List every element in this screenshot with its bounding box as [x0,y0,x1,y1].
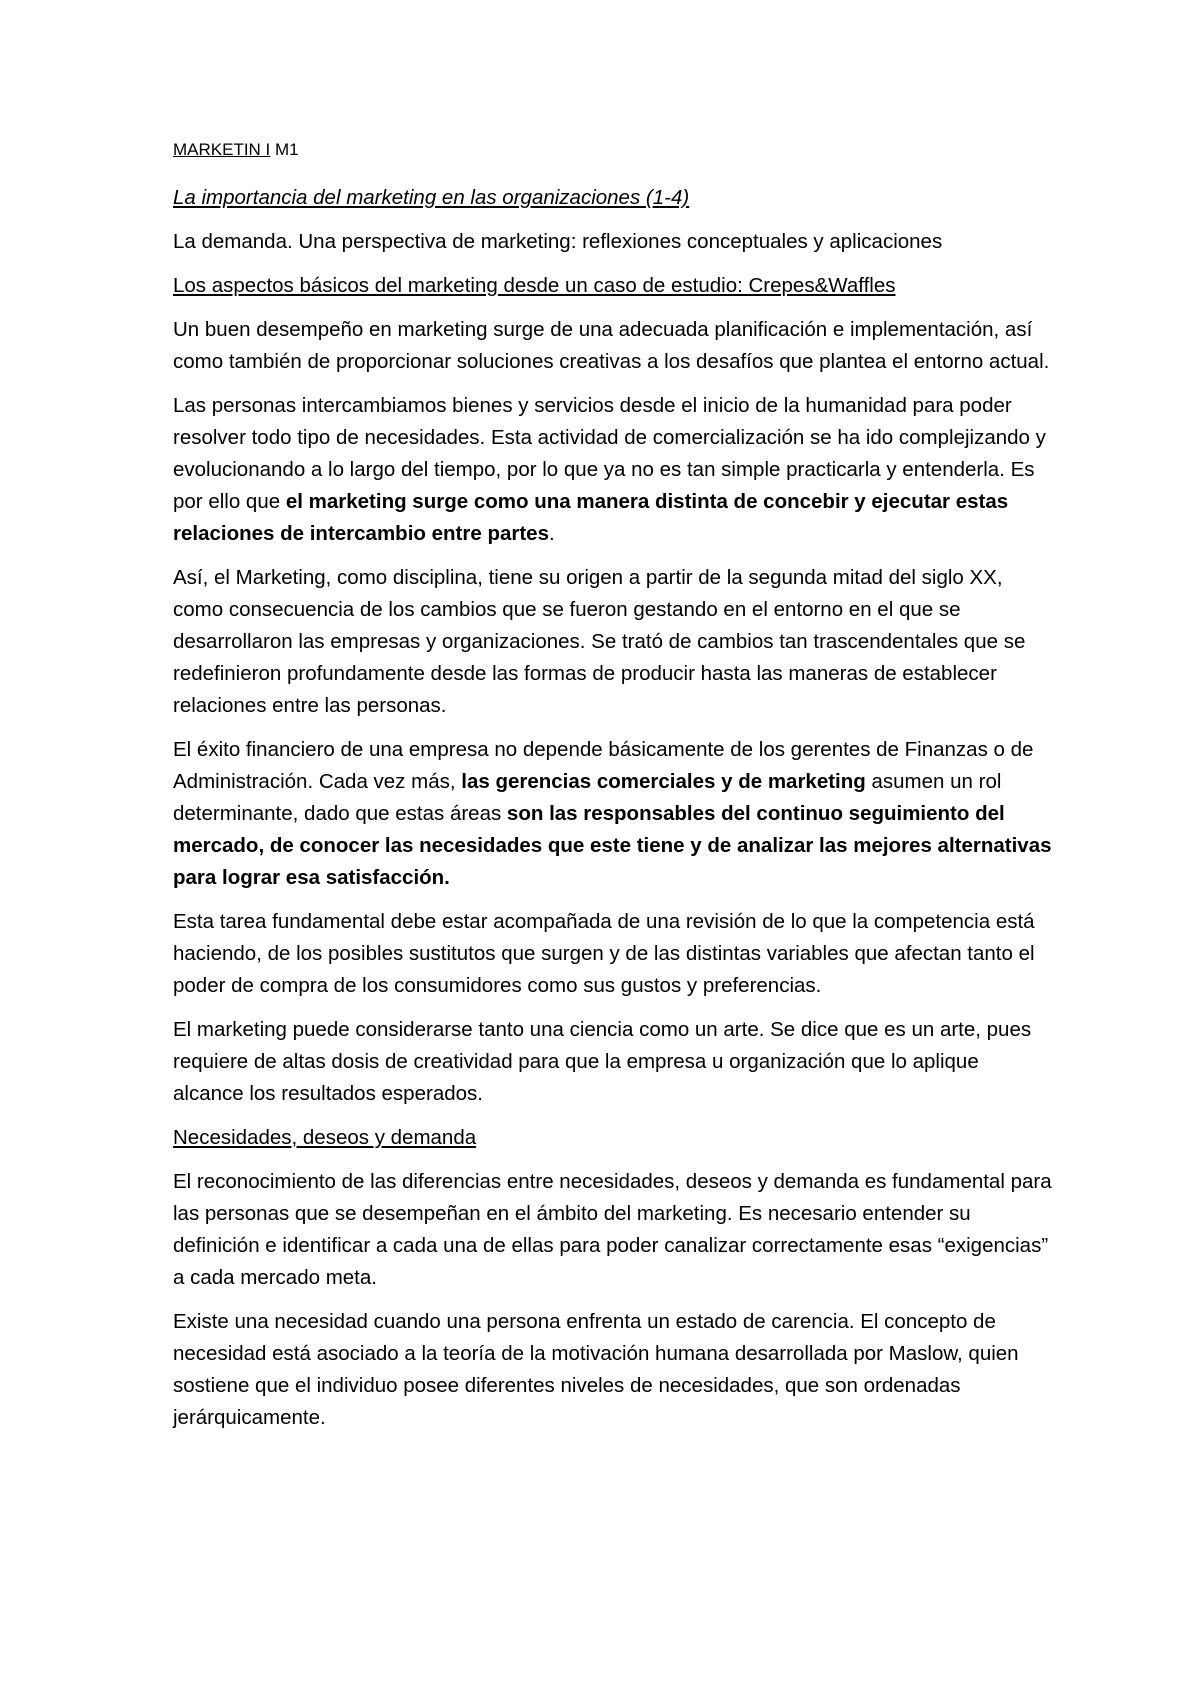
document-page [173,138,1053,1446]
document-code [173,138,1053,162]
document-code-rest: M1 [270,140,299,159]
paragraph-2-bold: el marketing surge como una manera distinta de concebir y ejecutar estas relaciones de intercambio entre partes [173,490,1009,545]
paragraph-4-bold-1: las gerencias comerciales y de marketing [461,770,866,793]
paragraph-6: El marketing puede considerarse tanto una ciencia como un arte. Se dice que es un arte, pues requiere de altas dosis de creatividad para que la empresa u organización que lo aplique alcance los resultados esperados. [173,1018,1032,1105]
section-heading-necesidades: Necesidades, deseos y demanda [173,1126,477,1149]
module-title: La importancia del marketing en las organizaciones (1-4) [173,186,690,209]
section-heading-crepes: Los aspectos básicos del marketing desde un caso de estudio: Crepes&Waffles [173,274,896,297]
paragraph-2-end: . [548,522,555,545]
paragraph-2 [173,390,1053,550]
paragraph-4 [173,734,1053,894]
document-code-underlined: MARKETIN I [173,140,271,159]
paragraph-7: El reconocimiento de las diferencias entre necesidades, deseos y demanda es fundamental para las personas que se desempeñan en el ámbito del marketing. Es necesario entender su definición e identificar a cada una de ellas para poder canalizar correctamente esas “exigencias” a cada mercado meta. [173,1170,1052,1289]
paragraph-1: Un buen desempeño en marketing surge de una adecuada planificación e implementación, así como también de proporcionar soluciones creativas a los desafíos que plantea el entorno actual. [173,318,1050,373]
paragraph-5: Esta tarea fundamental debe estar acompañada de una revisión de lo que la competencia está haciendo, de los posibles sustitutos que surgen y de las distintas variables que afectan tanto el poder de compra de los consumidores como sus gustos y preferencias. [173,910,1035,997]
paragraph-8: Existe una necesidad cuando una persona enfrenta un estado de carencia. El concepto de necesidad está asociado a la teoría de la motivación humana desarrollada por Maslow, quien sostiene que el individuo posee diferentes niveles de necesidades, que son ordenadas jerárquicamente. [173,1310,1019,1429]
paragraph-4-text-b: asumen un rol determinante, dado que estas áreas [173,770,1002,825]
subtitle: La demanda. Una perspectiva de marketing: reflexiones conceptuales y aplicaciones [173,230,943,253]
paragraph-4-bold-2: son las responsables del continuo seguimiento del mercado, de conocer las necesidades que este tiene y de analizar las mejores alternativas para lograr esa satisfacción. [173,802,1052,889]
paragraph-3: Así, el Marketing, como disciplina, tiene su origen a partir de la segunda mitad del siglo XX, como consecuencia de los cambios que se fueron gestando en el entorno en el que se desarrollaron las empresas y organizaciones. Se trató de cambios tan trascendentales que se redefinieron profundamente desde las formas de producir hasta las maneras de establecer relaciones entre las personas. [173,566,1026,717]
paragraph-4-text-a: El éxito financiero de una empresa no depende básicamente de los gerentes de Finanzas o de Administración. Cada vez más, [173,738,1034,793]
paragraph-2-text: Las personas intercambiamos bienes y servicios desde el inicio de la humanidad para poder resolver todo tipo de necesidades. Esta actividad de comercialización se ha ido complejizando y evolucionando a lo largo del tiempo, por lo que ya no es tan simple practicarla y entenderla. Es por ello que [173,394,1046,513]
